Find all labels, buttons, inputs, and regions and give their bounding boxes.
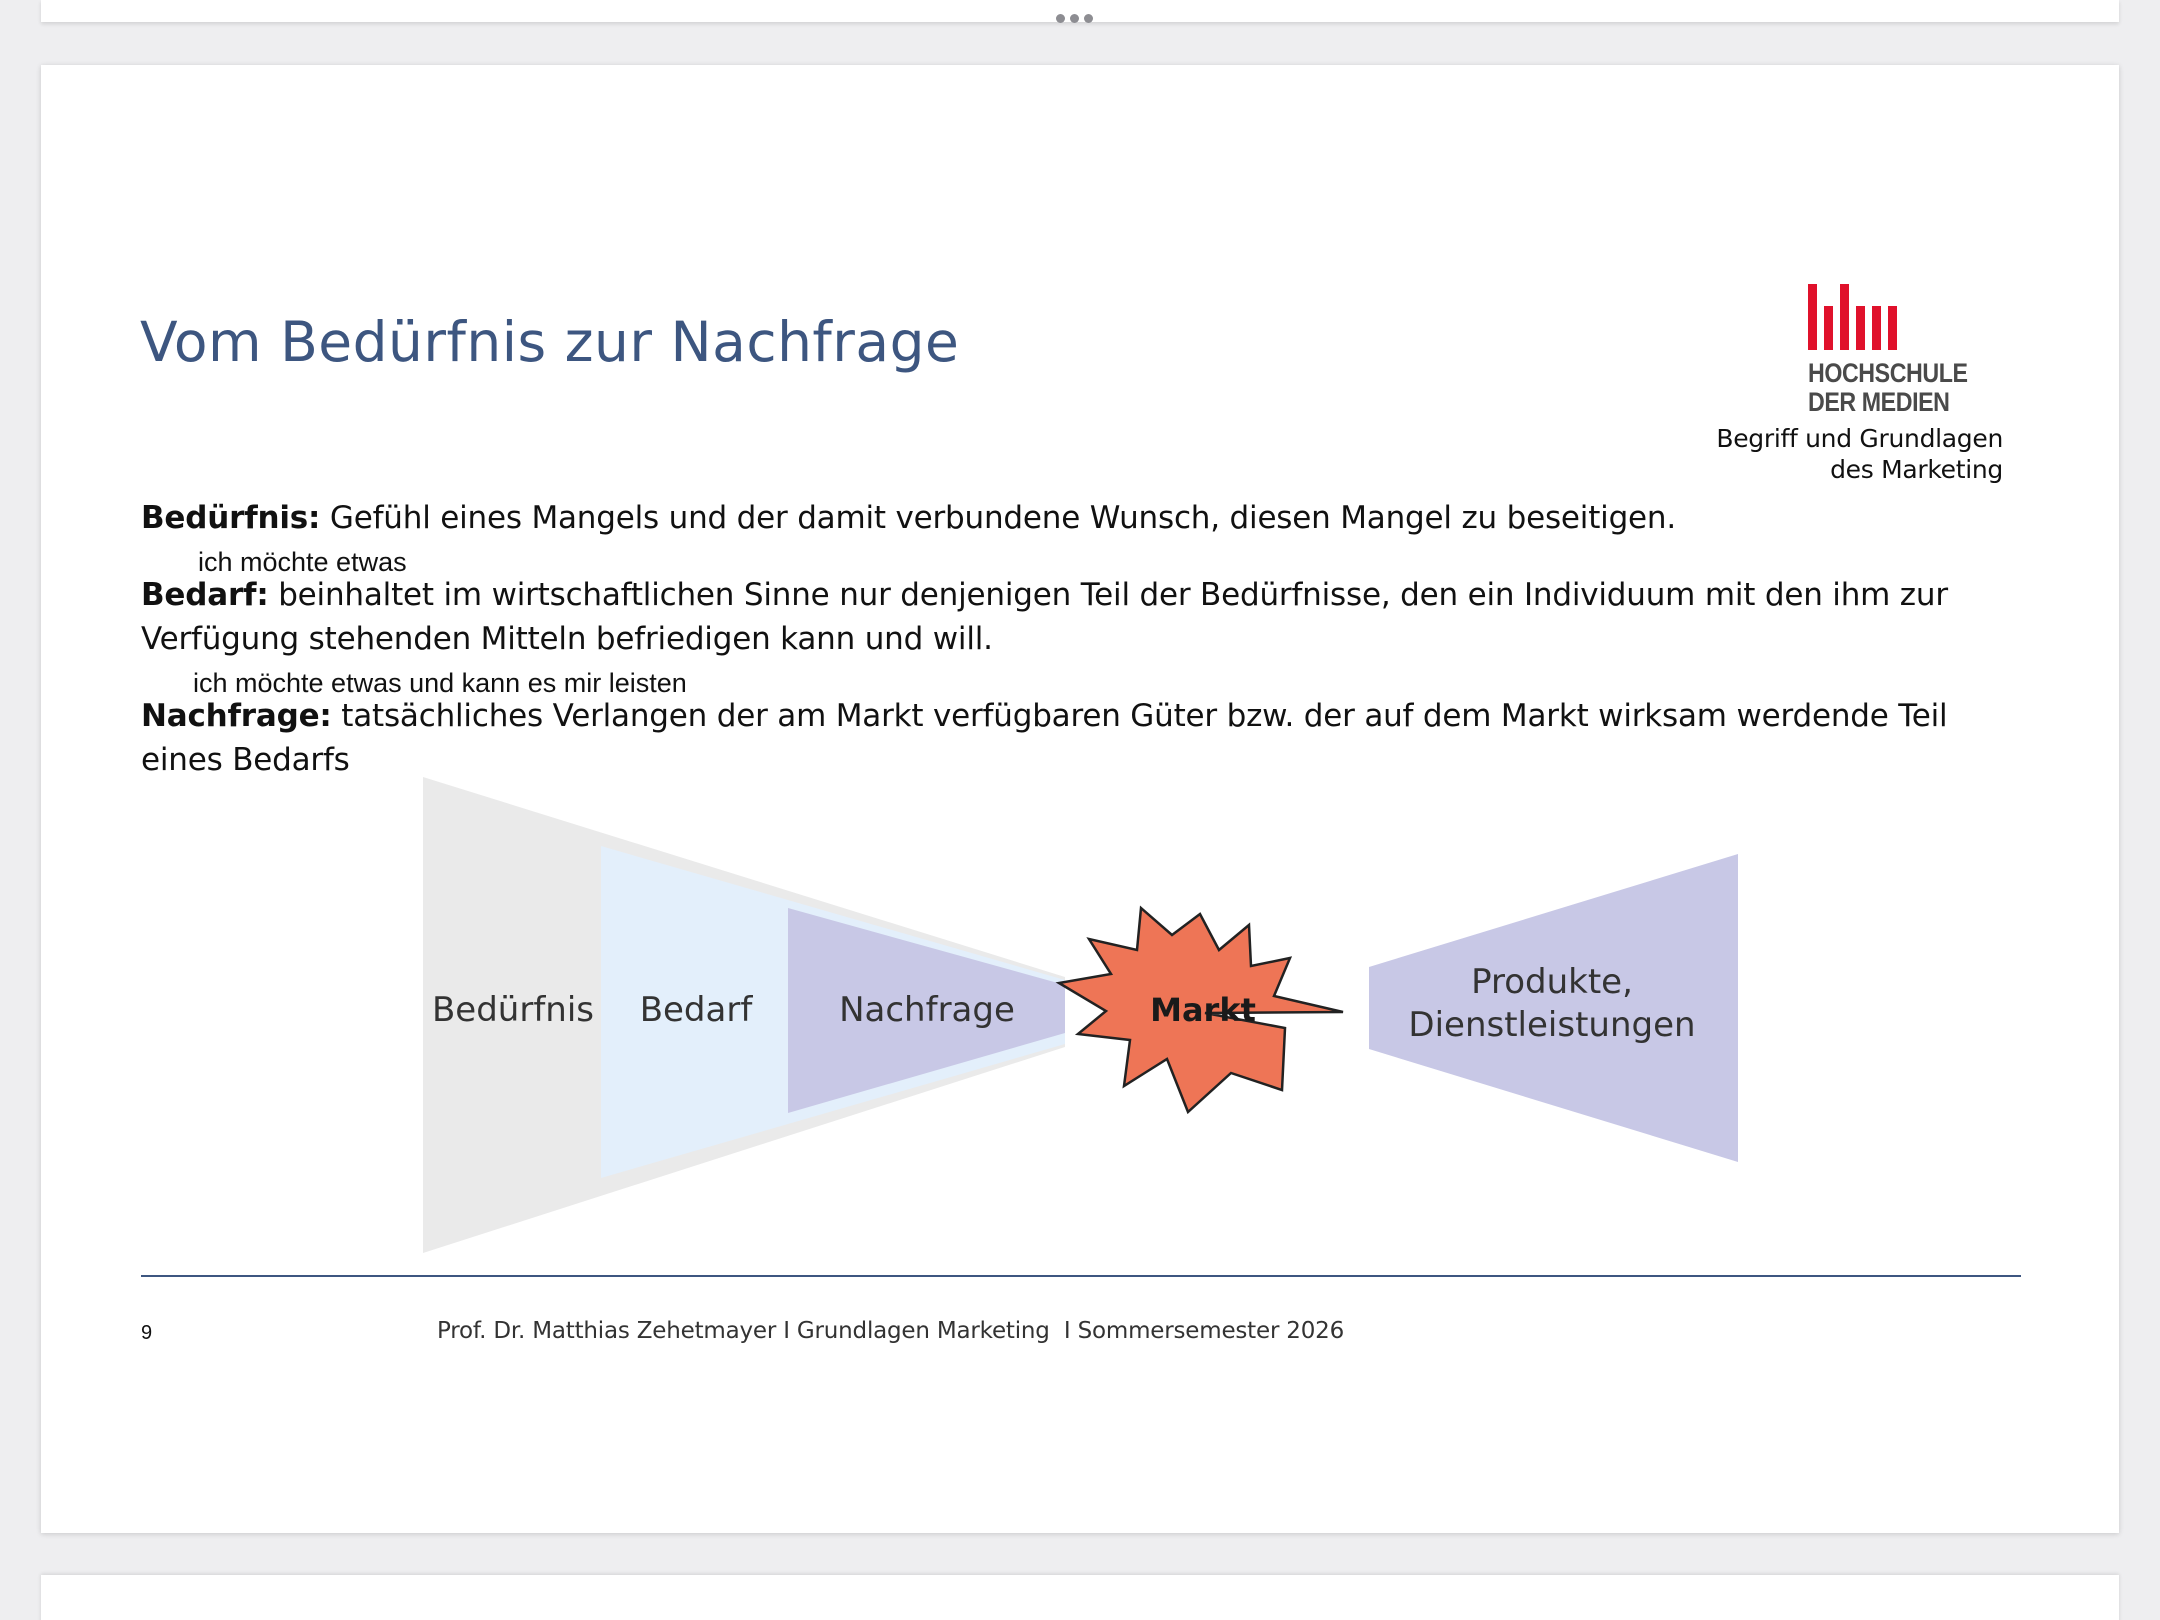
more-options-handle-icon[interactable]	[1056, 14, 1093, 23]
slide-title: Vom Bedürfnis zur Nachfrage	[140, 310, 960, 374]
footer-text: Prof. Dr. Matthias Zehetmayer I Grundlagen Marketing I Sommersemester 2026	[437, 1318, 1345, 1344]
produkte-label-line-1: Produkte,	[1471, 962, 1633, 1002]
logo-line-1: HOCHSCHULE	[1808, 358, 1968, 388]
definition-term: Bedarf:	[141, 577, 269, 613]
definition-nachfrage	[141, 694, 2021, 782]
university-logo	[1808, 284, 1968, 417]
definition-beduerfnis	[141, 496, 2021, 540]
page-number: 9	[141, 1322, 153, 1344]
slide-page	[41, 65, 2119, 1533]
definition-bedarf	[141, 573, 2021, 661]
stage-label-bedarf: Bedarf	[639, 990, 753, 1030]
subject-line-2: des Marketing	[1830, 455, 2003, 484]
definition-term: Bedürfnis:	[141, 500, 321, 536]
definition-text: Gefühl eines Mangels und der damit verbundene Wunsch, diesen Mangel zu beseitigen.	[320, 500, 1677, 536]
course-subject	[1716, 423, 2003, 485]
stage-label-beduerfnis: Bedürfnis	[431, 990, 595, 1030]
markt-label: Markt	[1150, 991, 1256, 1029]
definition-term: Nachfrage:	[141, 698, 332, 734]
stage-label-nachfrage: Nachfrage	[839, 990, 1015, 1030]
subject-line-1: Begriff und Grundlagen	[1716, 424, 2003, 453]
logo-wordmark	[1808, 358, 1968, 417]
footer-divider	[141, 1275, 2021, 1277]
definition-text: tatsächliches Verlangen der am Markt verfügbaren Güter bzw. der auf dem Markt wirksam werdende Teil eines Bedarfs	[141, 698, 1948, 778]
logo-line-2: DER MEDIEN	[1808, 387, 1950, 417]
definition-text: beinhaltet im wirtschaftlichen Sinne nur denjenigen Teil der Bedürfnisse, den ein Individuum mit den ihm zur Verfügung stehenden Mitteln befriedigen kann und will.	[141, 577, 1948, 657]
next-page	[41, 1575, 2119, 1620]
logo-bars-icon	[1808, 284, 1968, 350]
produkte-label-line-2: Dienstleistungen	[1408, 1005, 1696, 1045]
definition-note: ich möchte etwas	[198, 547, 407, 577]
definition-note: ich möchte etwas und kann es mir leisten	[193, 668, 687, 698]
